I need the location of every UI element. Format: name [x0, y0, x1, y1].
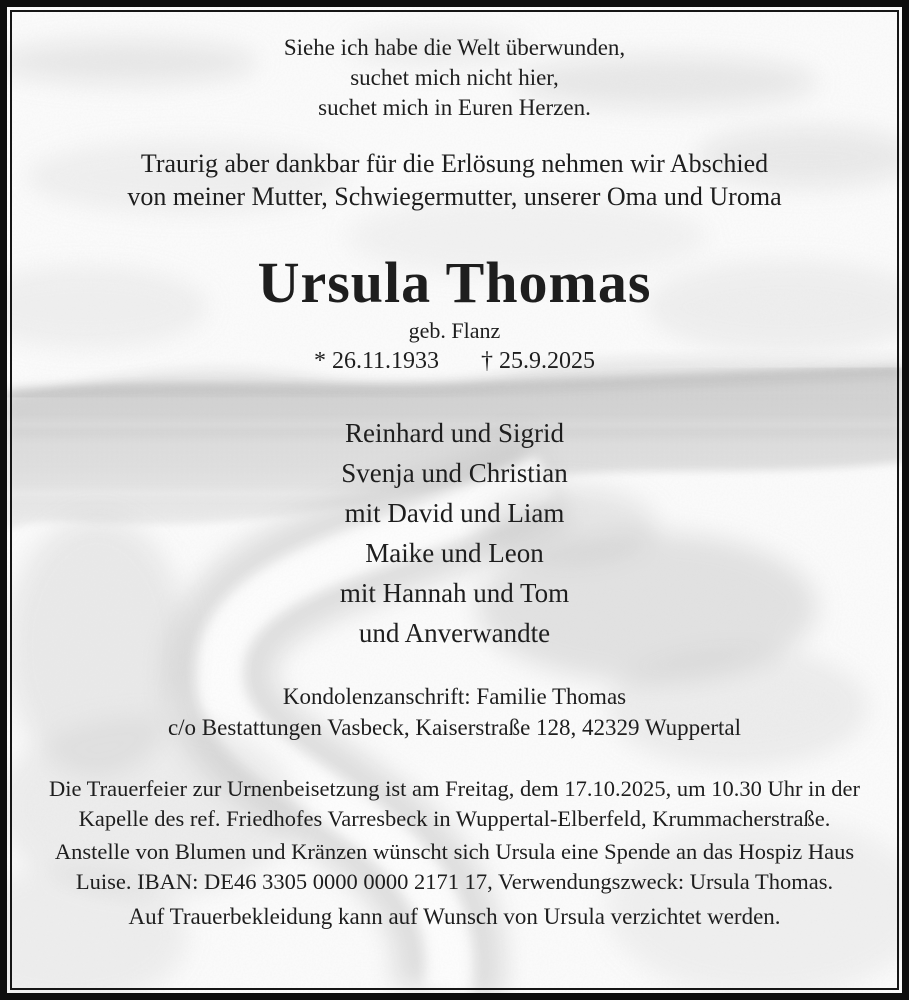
birth-date: * 26.11.1933 [313, 348, 440, 374]
epigraph-line: suchet mich nicht hier, [350, 65, 559, 90]
donation-info [7, 837, 902, 897]
life-dates [7, 348, 902, 374]
mourner-line: mit Hannah und Tom [339, 578, 570, 608]
mourner-line: Svenja und Christian [341, 458, 568, 488]
mourner-line: Reinhard und Sigrid [345, 418, 564, 448]
obituary-notice [7, 7, 902, 993]
epigraph-line: Siehe ich habe die Welt überwunden, [283, 35, 626, 60]
intro-text [7, 147, 902, 213]
condolence-line: c/o Bestattungen Vasbeck, Kaiserstraße 128, 42329 Wuppertal [167, 715, 742, 740]
death-date: † 25.9.2025 [481, 348, 596, 374]
funeral-line: Kapelle des ref. Friedhofes Varresbeck in Wuppertal-Elberfeld, Krummacherstraße. [78, 805, 831, 831]
maiden-name: geb. Flanz [408, 318, 501, 343]
epigraph [7, 33, 902, 123]
attire-line: Auf Trauerbekleidung kann auf Wunsch von Ursula verzichtet werden. [128, 904, 781, 929]
condolence-line: Kondolenzanschrift: Familie Thomas [282, 684, 627, 709]
funeral-line: Die Trauerfeier zur Urnenbeisetzung ist am Freitag, dem 17.10.2025, um 10.30 Uhr in der [48, 776, 861, 801]
mourner-line: mit David und Liam [344, 498, 565, 528]
funeral-info [7, 774, 902, 833]
condolence-address [7, 681, 902, 743]
notice-content [7, 7, 902, 993]
deceased-name: Ursula Thomas [257, 250, 652, 315]
mourner-line: und Anverwandte [358, 618, 551, 648]
donation-line: Luise. IBAN: DE46 3305 0000 0000 2171 17, Verwendungszweck: Ursula Thomas. [75, 869, 834, 894]
intro-line: von meiner Mutter, Schwiegermutter, unserer Oma und Uroma [127, 182, 782, 211]
mourners-list [7, 413, 902, 653]
mourner-line: Maike und Leon [365, 538, 544, 568]
epigraph-line: suchet mich in Euren Herzen. [318, 95, 591, 120]
attire-note [7, 902, 902, 932]
intro-line: Traurig aber dankbar für die Erlösung nehmen wir Abschied [140, 149, 769, 178]
donation-line: Anstelle von Blumen und Kränzen wünscht sich Ursula eine Spende an das Hospiz Haus [54, 839, 855, 864]
